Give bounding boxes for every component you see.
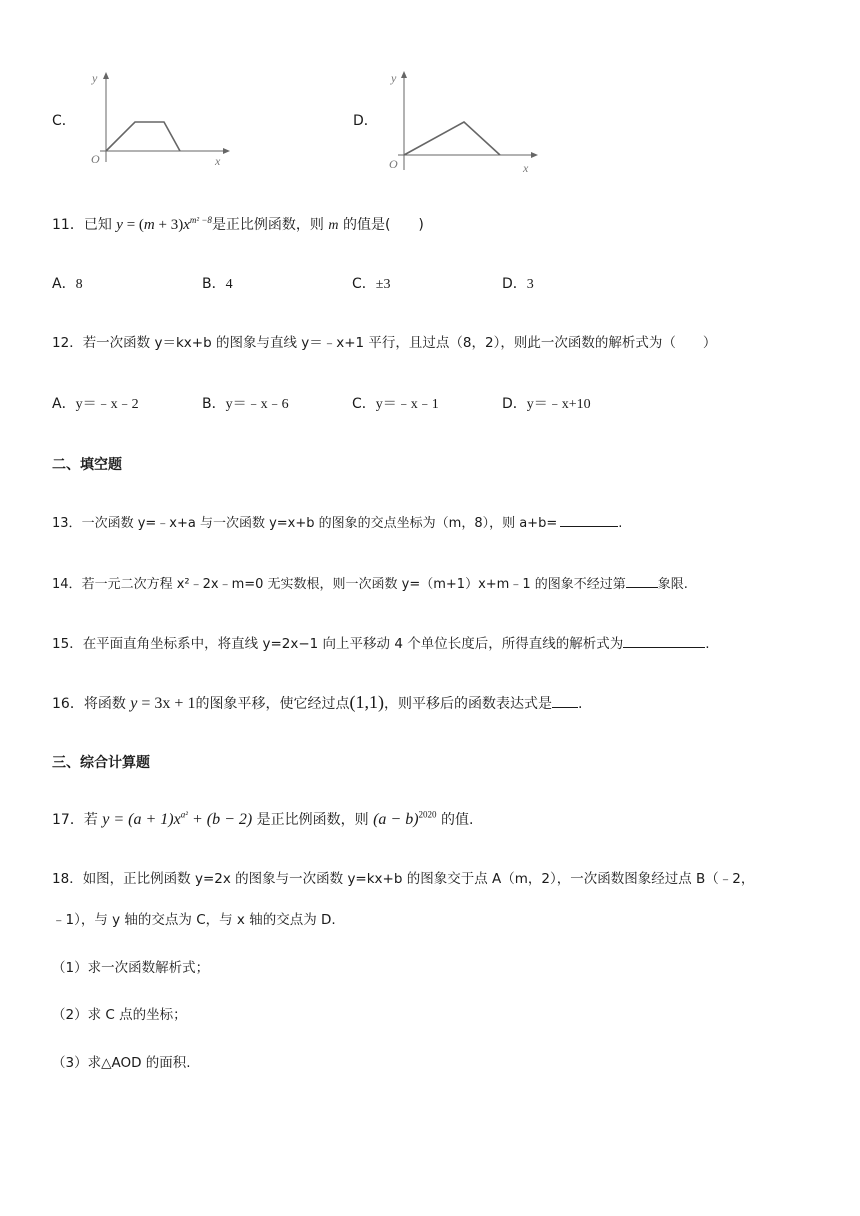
answer-blank[interactable] — [552, 693, 578, 708]
x-label: x — [523, 161, 529, 175]
y-arrow — [401, 71, 407, 78]
question-14: 14．若一元二次方程 x²﹣2x﹣m=0 无实数根，则一次函数 y=（m+1）x+m﹣1 的图象不经过第 象限. — [52, 573, 688, 595]
question-11: 11．已知 $y = (m + 3)x^{m^2 -8}$是正比例函数，则 m 的值是( ) — [52, 215, 424, 233]
origin-label: O — [389, 157, 398, 171]
y-label: y — [92, 71, 98, 85]
x-arrow — [531, 152, 538, 158]
q11-option-b: B．4 — [202, 276, 233, 292]
q12-option-c: C．y＝﹣x﹣1 — [352, 396, 439, 412]
question-15: 15．在平面直角坐标系中，将直线 y=2x−1 向上平移动 4 个单位长度后，所得直线的解析式为 . — [52, 633, 710, 654]
question-18-part-2: （2）求 C 点的坐标； — [52, 1007, 187, 1023]
q11-option-d: D．3 — [502, 276, 534, 292]
origin-label: O — [91, 152, 100, 166]
q11-option-a: A．8 — [52, 276, 83, 292]
q12-option-a: A．y＝﹣x﹣2 — [52, 396, 139, 412]
trapezoid-path — [106, 122, 180, 151]
option-d-label: D． — [353, 113, 378, 129]
y-arrow — [103, 72, 109, 79]
question-18-line-1: 18．如图，正比例函数 y=2x 的图象与一次函数 y=kx+b 的图象交于点 A（m，2），一次函数图象经过点 B（﹣2， — [52, 871, 755, 887]
q11-option-c: C．±3 — [352, 276, 391, 292]
option-c-label: C． — [52, 113, 76, 129]
answer-blank[interactable] — [560, 512, 618, 527]
x-label: x — [215, 154, 221, 168]
option-d-graph — [382, 66, 542, 178]
question-18-part-1: （1）求一次函数解析式； — [52, 960, 210, 976]
question-17: 17．若 $y = (a + 1)x^{a^2} + (b - 2)$ 是正比例函数，则 $(a - b)^{2020}$ 的值. — [52, 809, 474, 828]
q12-option-d: D．y＝﹣x+10 — [502, 396, 591, 412]
question-12: 12．若一次函数 y＝kx+b 的图象与直线 y＝﹣x+1 平行，且过点（8，2），则此一次函数的解析式为（ ） — [52, 335, 717, 351]
question-18-part-3: （3）求△AOD 的面积. — [52, 1055, 191, 1071]
question-18-line-2: ﹣1），与 y 轴的交点为 C，与 x 轴的交点为 D. — [52, 912, 336, 928]
question-13: 13．一次函数 y=﹣x+a 与一次函数 y=x+b 的图象的交点坐标为（m，8），则 a+b= . — [52, 512, 622, 534]
question-16: 16．将函数 y = 3x + 1的图象平移，使它经过点(1,1)，则平移后的函数表达式是 . — [52, 692, 583, 712]
triangle-path — [404, 122, 500, 155]
q12-option-b: B．y＝﹣x﹣6 — [202, 396, 289, 412]
x-arrow — [223, 148, 230, 154]
answer-blank[interactable] — [626, 573, 658, 588]
y-label: y — [391, 71, 397, 85]
section-3-heading: 三、综合计算题 — [52, 755, 150, 771]
option-c-graph — [84, 66, 234, 170]
answer-blank[interactable] — [623, 633, 705, 648]
section-2-heading: 二、填空题 — [52, 457, 122, 473]
